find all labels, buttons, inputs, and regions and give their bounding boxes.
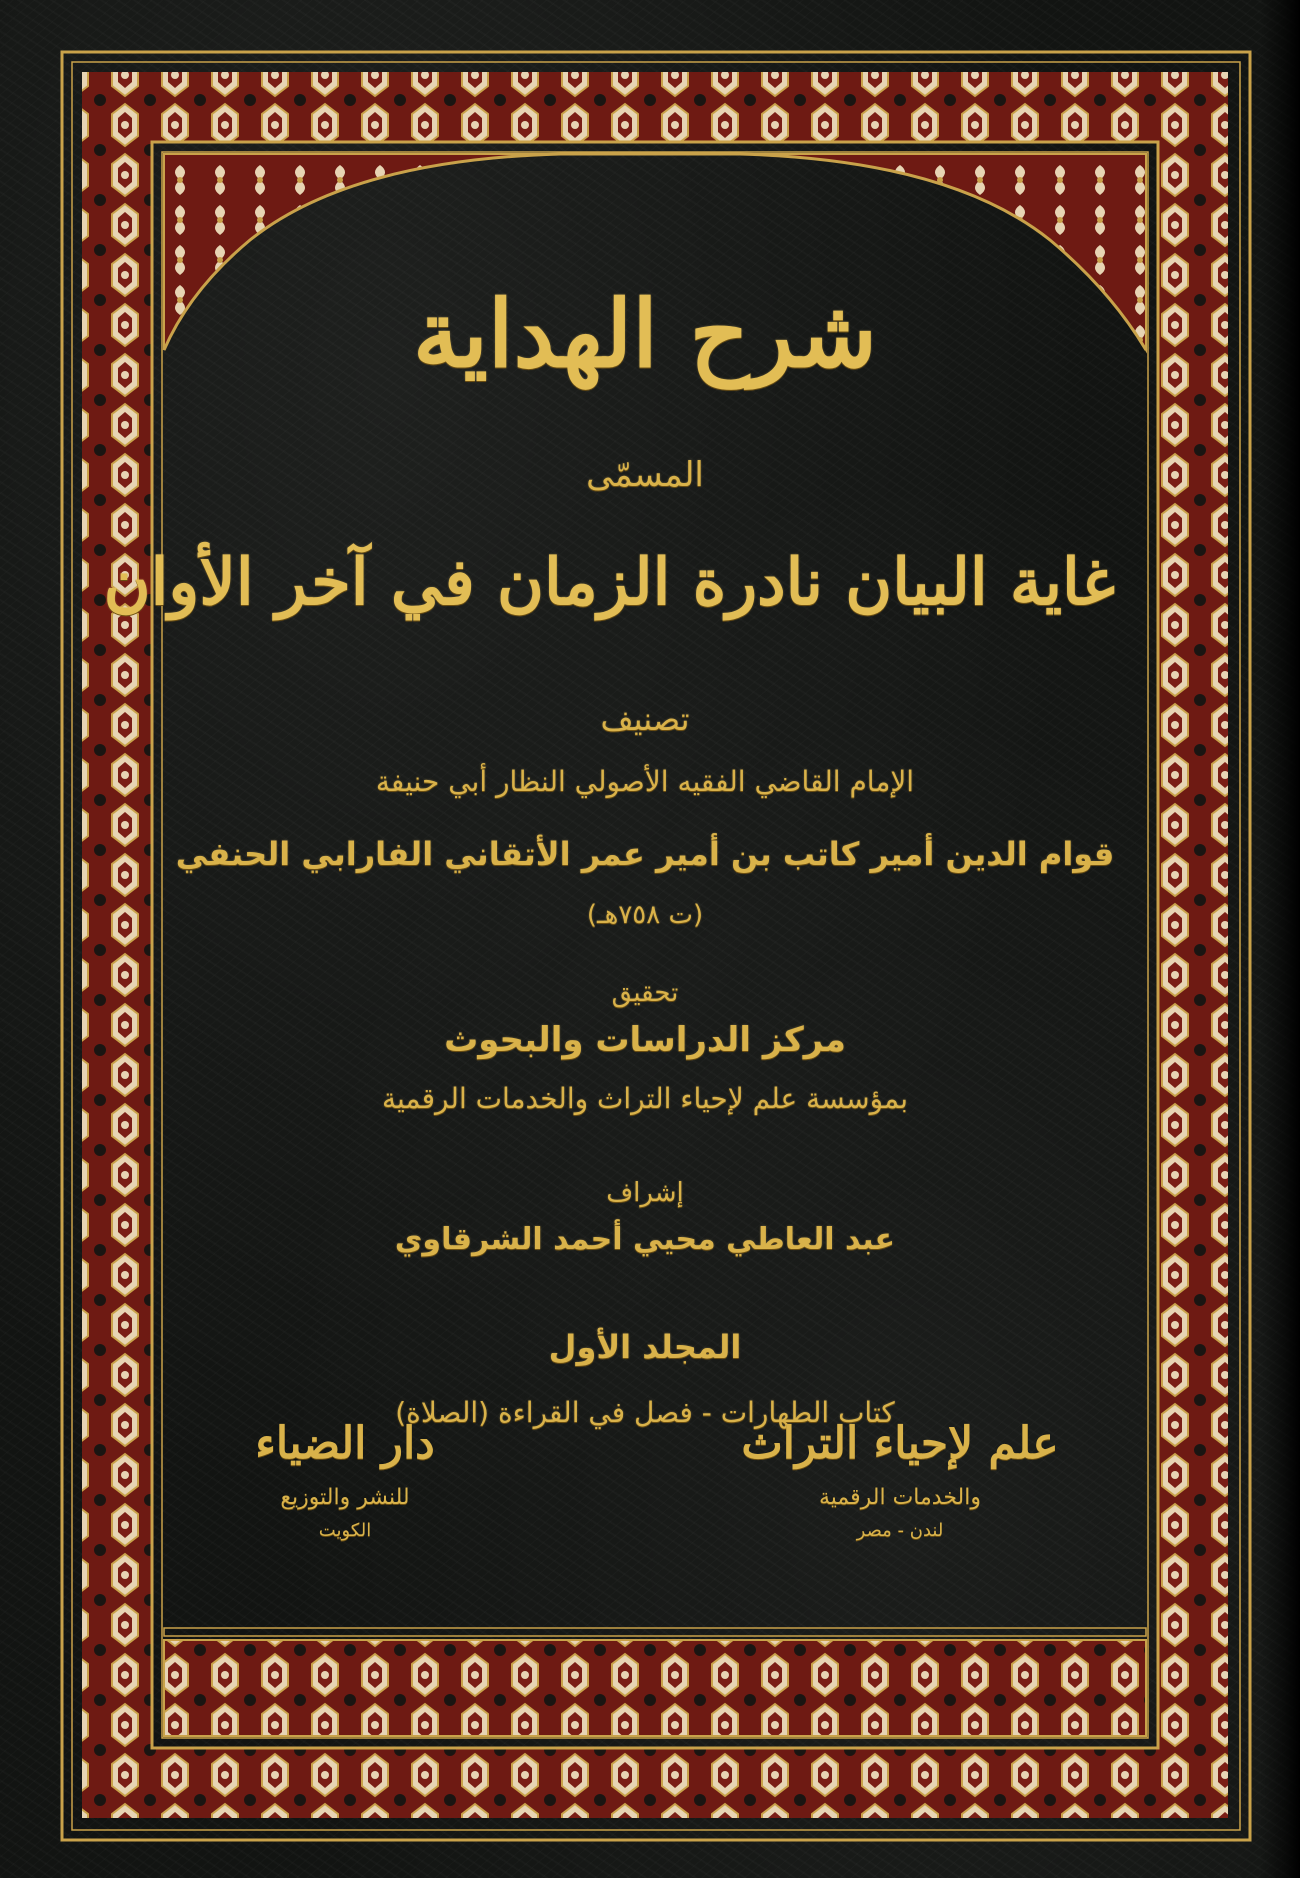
- publisher-left-name: دار الضياء: [255, 1418, 435, 1469]
- publisher-left: [200, 1418, 490, 1541]
- book-title: شرح الهداية: [412, 280, 878, 388]
- volume-contents: كتاب الطهارات - فصل في القراءة (الصلاة): [395, 1396, 895, 1429]
- publisher-right-city: لندن - مصر: [856, 1520, 944, 1541]
- publisher-right-name: علم لإحياء التراث: [741, 1418, 1059, 1469]
- supervisor-name: عبد العاطي محيي أحمد الشرقاوي: [394, 1222, 896, 1257]
- author-epithet: الإمام القاضي الفقيه الأصولي النظار أبي حنيفة: [375, 765, 915, 798]
- volume-label: المجلد الأول: [548, 1328, 742, 1366]
- verification-label: تحقيق: [611, 978, 679, 1008]
- named-label: المسمّى: [586, 455, 704, 495]
- author-name: قوام الدين أمير كاتب بن أمير عمر الأتقاني الفارابي الحنفي: [175, 835, 1115, 873]
- publisher-left-city: الكويت: [318, 1520, 372, 1541]
- book-subtitle: غاية البيان نادرة الزمان في آخر الأوان: [103, 545, 1115, 620]
- spine-shadow: [1260, 0, 1300, 1878]
- foundation-name: بمؤسسة علم لإحياء التراث والخدمات الرقمية: [381, 1082, 909, 1115]
- death-date: (ت ٧٥٨هـ): [586, 900, 704, 930]
- publisher-left-sub: للنشر والتوزيع: [280, 1485, 410, 1510]
- authorship-label: تصنيف: [600, 700, 690, 738]
- publisher-right-sub: والخدمات الرقمية: [818, 1485, 981, 1510]
- publisher-right: [720, 1418, 1080, 1541]
- supervision-label: إشراف: [606, 1178, 684, 1208]
- research-center: مركز الدراسات والبحوث: [444, 1020, 846, 1060]
- cover-text: [103, 260, 1115, 1600]
- bottom-ornament: [164, 1640, 1146, 1736]
